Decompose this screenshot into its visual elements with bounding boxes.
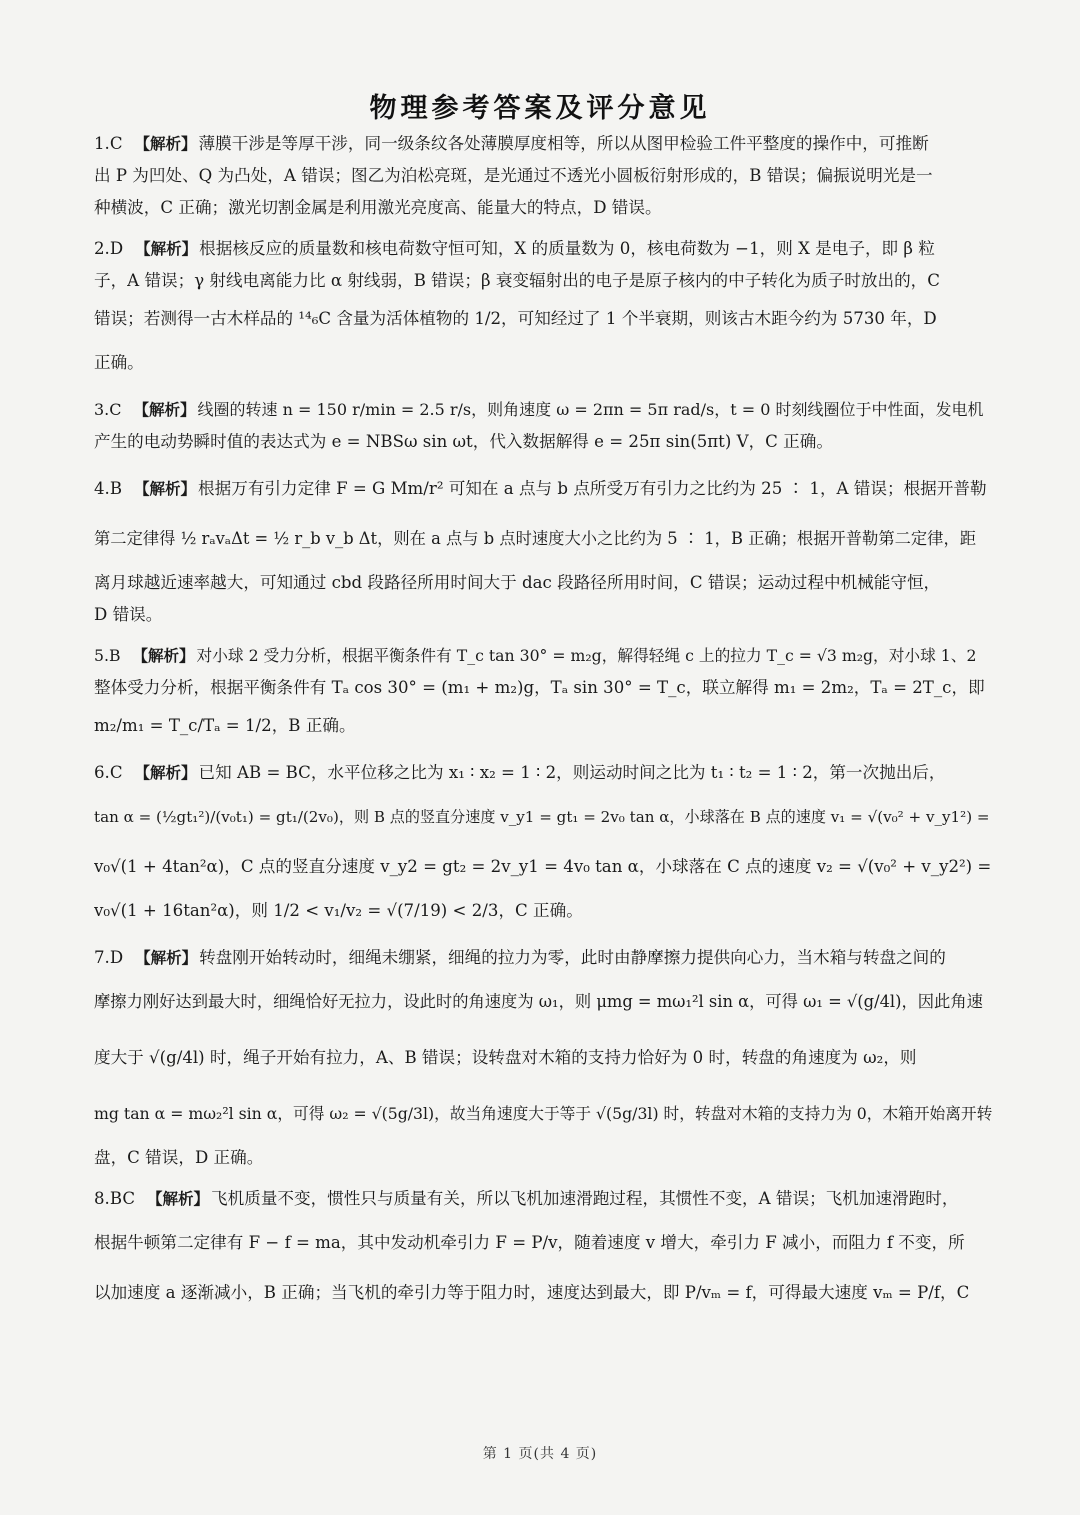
- answer-text-line: 盘，C 错误，D 正确。: [94, 1148, 264, 1167]
- answer-text-line: 度大于 √(g/4l) 时，绳子开始有拉力，A、B 错误；设转盘对木箱的支持力恰好为 0 时，转盘的角速度为 ω₂，则: [94, 1048, 917, 1067]
- answer-text-line: D 错误。: [94, 605, 163, 624]
- answer-text-line: 出 P 为凹处、Q 为凸处，A 错误；图乙为泊松亮斑，是光通过不透光小圆板衍射形成的，B 错误；偏振说明光是一: [94, 166, 933, 185]
- answer-text-line: 已知 AB = BC，水平位移之比为 x₁ ∶ x₂ = 1 ∶ 2，则运动时间之比为 t₁ ∶ t₂ = 1 ∶ 2，第一次抛出后，: [198, 763, 946, 782]
- analysis-tag: 【解析】: [134, 764, 197, 782]
- answer-item-7: [94, 942, 992, 1174]
- analysis-tag: 【解析】: [147, 1190, 210, 1208]
- answer-text-line: 离月球越近速率越大，可知通过 cbd 段路径所用时间大于 dac 段路径所用时间，C 错误；运动过程中机械能守恒，: [94, 573, 941, 592]
- page-number-footer: 第 1 页(共 4 页): [482, 1446, 598, 1462]
- answer-text-line: 产生的电动势瞬时值的表达式为 e = NBSω sin ωt，代入数据解得 e = 25π sin(5πt) V，C 正确。: [94, 432, 833, 451]
- analysis-tag: 【解析】: [135, 240, 198, 258]
- answer-text-line: 转盘刚开始转动时，细绳未绷紧，细绳的拉力为零，此时由静摩擦力提供向心力，当木箱与转盘之间的: [199, 948, 946, 967]
- answer-item-4: [94, 467, 992, 631]
- answer-text-line: 根据万有引力定律 F = G Mm/r² 可知在 a 点与 b 点所受万有引力之比约为 25 ∶ 1，A 错误；根据开普勒: [198, 479, 987, 498]
- answer-number: 7.D: [94, 948, 124, 967]
- answer-text-line: 根据核反应的质量数和核电荷数守恒可知，X 的质量数为 0，核电荷数为 −1，则 X 是电子，即 β 粒: [199, 239, 935, 258]
- answer-item-3: [94, 394, 992, 458]
- analysis-tag: 【解析】: [134, 135, 197, 153]
- answer-number: 8.BC: [94, 1189, 136, 1208]
- answer-text-line: tan α = (½gt₁²)/(v₀t₁) = gt₁/(2v₀)，则 B 点的竖直分速度 v_y1 = gt₁ = 2v₀ tan α，小球落在 B 点的速度 v₁ = √(v₀² + v_y1²) =: [94, 808, 990, 826]
- answer-number: 5.B: [94, 646, 121, 665]
- answer-text-line: mg tan α = mω₂²l sin α，可得 ω₂ = √(5g/3l)，故当角速度大于等于 √(5g/3l) 时，转盘对木箱的支持力为 0，木箱开始离开转: [94, 1104, 992, 1123]
- answer-number: 2.D: [94, 239, 124, 258]
- answer-number: 6.C: [94, 763, 123, 782]
- answer-text-line: 子，A 错误；γ 射线电离能力比 α 射线弱，B 错误；β 衰变辐射出的电子是原子核内的中子转化为质子时放出的，C: [94, 271, 940, 290]
- answer-text-line: 以加速度 a 逐渐减小，B 正确；当飞机的牵引力等于阻力时，速度达到最大，即 P/vₘ = f，可得最大速度 vₘ = P/f，C: [94, 1283, 970, 1302]
- answer-text-line: 摩擦力刚好达到最大时，细绳恰好无拉力，设此时的角速度为 ω₁，则 μmg = mω₁²l sin α，可得 ω₁ = √(g/4l)，因此角速: [94, 992, 983, 1011]
- answer-text-line: 线圈的转速 n = 150 r/min = 2.5 r/s，则角速度 ω = 2πn = 5π rad/s，t = 0 时刻线圈位于中性面，发电机: [197, 400, 984, 419]
- analysis-tag: 【解析】: [134, 480, 197, 498]
- answer-item-5: [94, 640, 992, 748]
- page-title: 物理参考答案及评分意见: [369, 93, 711, 124]
- analysis-tag: 【解析】: [135, 949, 198, 967]
- answer-item-1: [94, 128, 992, 224]
- answer-text-line: 错误；若测得一古木样品的 ¹⁴₆C 含量为活体植物的 1/2，可知经过了 1 个半衰期，则该古木距今约为 5730 年，D: [94, 309, 937, 328]
- answer-text-line: 根据牛顿第二定律有 F − f = ma，其中发动机牵引力 F = P/v，随着速度 v 增大，牵引力 F 减小，而阻力 f 不变，所: [94, 1233, 965, 1252]
- answer-number: 3.C: [94, 400, 122, 419]
- answer-number: 1.C: [94, 134, 123, 153]
- answer-text-line: 第二定律得 ½ rₐvₐΔt = ½ r_b v_b Δt，则在 a 点与 b 点时速度大小之比约为 5 ∶ 1，B 正确；根据开普勒第二定律，距: [94, 529, 977, 548]
- answer-text-line: m₂/m₁ = T_c/Tₐ = 1/2，B 正确。: [94, 716, 356, 735]
- answer-item-2: [94, 233, 992, 385]
- answer-text-line: 对小球 2 受力分析，根据平衡条件有 T_c tan 30° = m₂g，解得轻绳 c 上的拉力 T_c = √3 m₂g，对小球 1、2: [196, 646, 977, 665]
- answer-item-8: [94, 1183, 992, 1315]
- answer-list: [94, 128, 992, 1324]
- answer-text-line: 种横波，C 正确；激光切割金属是利用激光亮度高、能量大的特点，D 错误。: [94, 198, 662, 217]
- answer-text-line: v₀√(1 + 4tan²α)，C 点的竖直分速度 v_y2 = gt₂ = 2v_y1 = 4v₀ tan α，小球落在 C 点的速度 v₂ = √(v₀² + v_y2²) =: [94, 857, 992, 876]
- answer-text-line: 飞机质量不变，惯性只与质量有关，所以飞机加速滑跑过程，其惯性不变，A 错误；飞机加速滑跑时，: [211, 1189, 959, 1208]
- analysis-tag: 【解析】: [133, 401, 196, 419]
- answer-item-6: [94, 757, 992, 933]
- answer-text-line: v₀√(1 + 16tan²α)，则 1/2 < v₁/v₂ = √(7/19) < 2/3，C 正确。: [94, 901, 583, 920]
- answer-text-line: 正确。: [94, 353, 144, 372]
- answer-text-line: 整体受力分析，根据平衡条件有 Tₐ cos 30° = (m₁ + m₂)g，Tₐ sin 30° = T_c，联立解得 m₁ = 2m₂，Tₐ = 2T_c，即: [94, 678, 985, 697]
- answer-text-line: 薄膜干涉是等厚干涉，同一级条纹各处薄膜厚度相等，所以从图甲检验工件平整度的操作中，可推断: [198, 134, 929, 153]
- answer-number: 4.B: [94, 479, 123, 498]
- analysis-tag: 【解析】: [132, 647, 195, 665]
